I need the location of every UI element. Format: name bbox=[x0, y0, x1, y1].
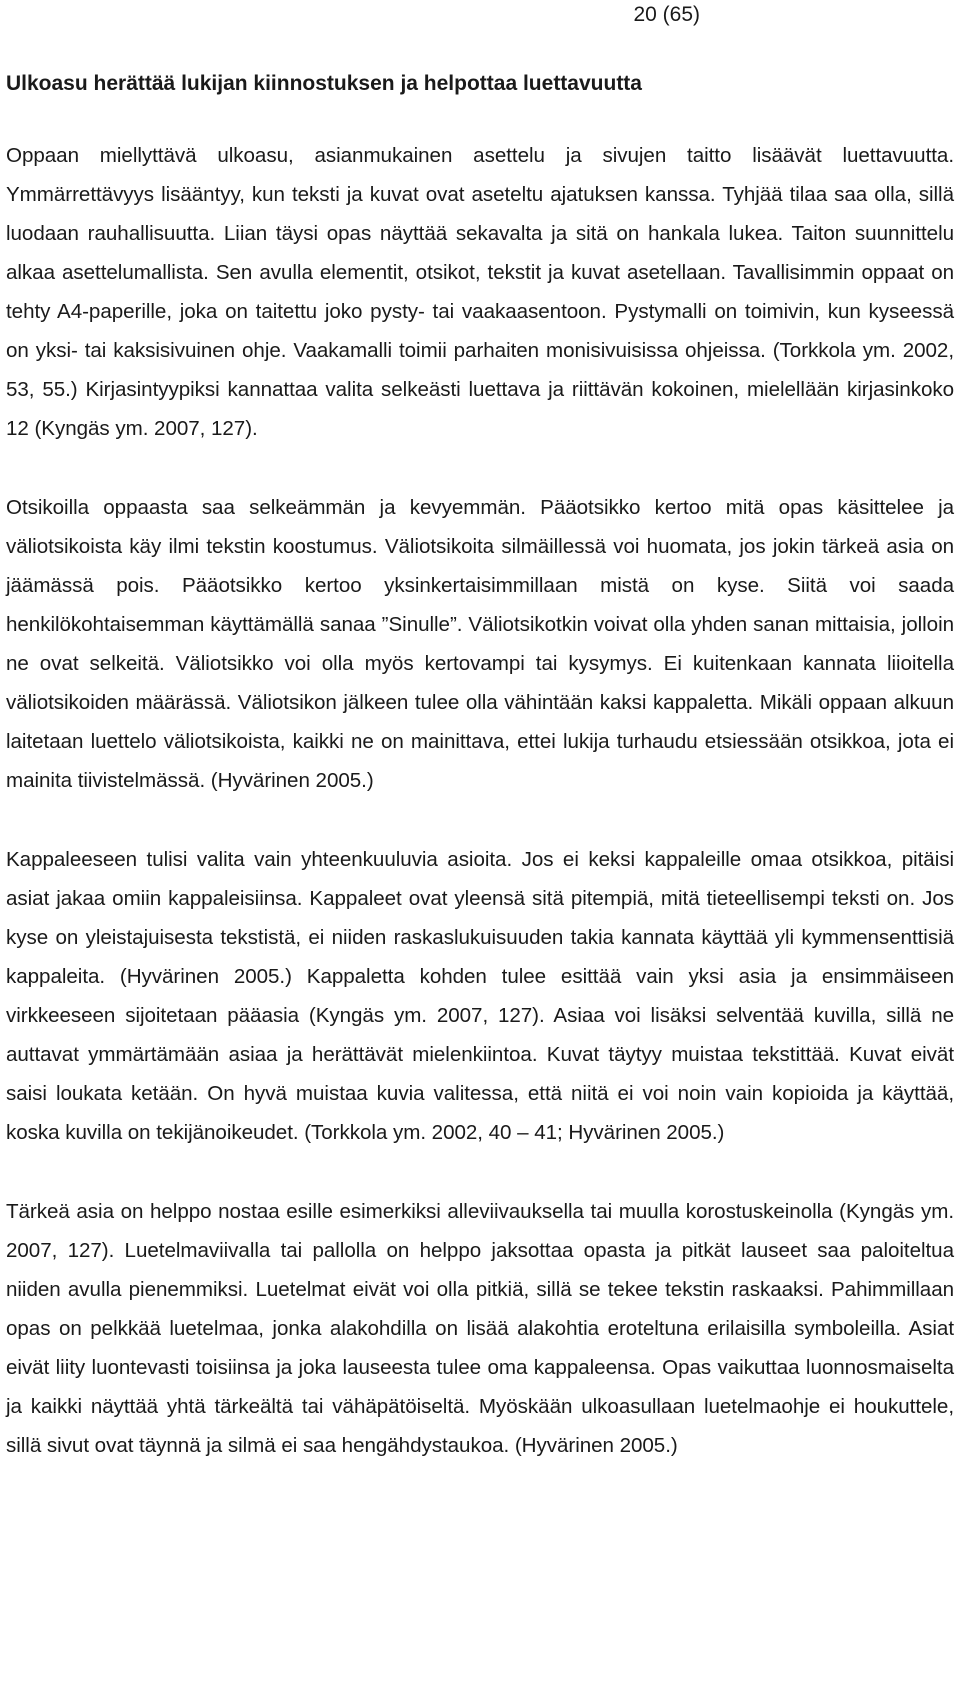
page-number: 20 (65) bbox=[633, 3, 700, 26]
document-body bbox=[6, 70, 954, 1505]
paragraph-paragraphs-and-images: Kappaleeseen tulisi valita vain yhteenkuuluvia asioita. Jos ei keksi kappaleille omaa otsikkoa, pitäisi asiat jakaa omiin kappaleisiinsa. Kappaleet ovat yleensä sitä pitempiä, mitä tieteellisempi teksti on. Jos kyse on yleistajuisesta tekstistä, ei niiden raskaslukuisuuden takia kannata käyttää yli kymmensenttisiä kappaleita. (Hyvärinen 2005.) Kappaletta kohden tulee esittää vain yksi asia ja ensimmäiseen virkkeeseen sijoitetaan pääasia (Kyngäs ym. 2007, 127). Asiaa voi lisäksi selventää kuvilla, sillä ne auttavat ymmärtämään asiaa ja herättävät mielenkiintoa. Kuvat täytyy muistaa tekstittää. Kuvat eivät saisi loukata ketään. On hyvä muistaa kuvia valitessa, että niitä ei voi noin vain kopioida ja käyttää, koska kuvilla on tekijänoikeudet. (Torkkola ym. 2002, 40 – 41; Hyvärinen 2005.) bbox=[6, 848, 954, 1144]
paragraph-headings: Otsikoilla oppaasta saa selkeämmän ja kevyemmän. Pääotsikko kertoo mitä opas käsittelee ja väliotsikoista käy ilmi tekstin koostumus. Väliotsikoita silmäillessä voi huomata, jos jokin tärkeä asia on jäämässä pois. Pääotsikko kertoo yksinkertaisimmillaan mistä on kyse. Siitä voi saada henkilökohtaisemman käyttämällä sanaa ”Sinulle”. Väliotsikotkin voivat olla yhden sanan mittaisia, jolloin ne ovat selkeitä. Väliotsikko voi olla myös kertovampi tai kysymys. Ei kuitenkaan kannata liioitella väliotsikoiden määrässä. Väliotsikon jälkeen tulee olla vähintään kaksi kappaletta. Mikäli oppaan alkuun laitetaan luettelo väliotsikoista, kaikki ne on mainittava, ettei lukija turhaudu etsiessään otsikkoa, jota ei mainita tiivistelmässä. (Hyvärinen 2005.) bbox=[6, 496, 954, 792]
section-heading: Ulkoasu herättää lukijan kiinnostuksen ja helpottaa luettavuutta bbox=[6, 72, 642, 95]
paragraph-emphasis-and-lists: Tärkeä asia on helppo nostaa esille esimerkiksi alleviivauksella tai muulla korostuskeinolla (Kyngäs ym. 2007, 127). Luetelmaviivalla tai pallolla on helppo jaksottaa opasta ja pitkät lauseet saa paloiteltua niiden avulla pienemmiksi. Luetelmat eivät voi olla pitkiä, sillä se tekee tekstin raskaaksi. Pahimmillaan opas on pelkkää luetelmaa, jonka alakohdilla on lisää alakohtia eroteltuna erilaisilla symboleilla. Asiat eivät liity luontevasti toisiinsa ja joka lauseesta tulee oma kappaleensa. Opas vaikuttaa luonnosmaiselta ja kaikki näyttää yhtä tärkeältä tai vähäpätöiseltä. Myöskään ulkoasullaan luetelmaohje ei houkuttele, sillä sivut ovat täynnä ja silmä ei saa hengähdystaukoa. (Hyvärinen 2005.) bbox=[6, 1200, 954, 1457]
paragraph-layout: Oppaan miellyttävä ulkoasu, asianmukainen asettelu ja sivujen taitto lisäävät luettavuutta. Ymmärrettävyys lisääntyy, kun teksti ja kuvat ovat aseteltu ajatuksen kanssa. Tyhjää tilaa saa olla, sillä luodaan rauhallisuutta. Liian täysi opas näyttää sekavalta ja sitä on hankala lukea. Taiton suunnittelu alkaa asettelumallista. Sen avulla elementit, otsikot, tekstit ja kuvat asetellaan. Tavallisimmin oppaat on tehty A4-paperille, joka on taitettu joko pysty- tai vaakaasentoon. Pystymalli on toimivin, kun kyseessä on yksi- tai kaksisivuinen ohje. Vaakamalli toimii parhaiten monisivuisissa ohjeissa. (Torkkola ym. 2002, 53, 55.) Kirjasintyypiksi kannattaa valita selkeästi luettava ja riittävän kokoinen, mielellään kirjasinkoko 12 (Kyngäs ym. 2007, 127). bbox=[6, 144, 954, 440]
